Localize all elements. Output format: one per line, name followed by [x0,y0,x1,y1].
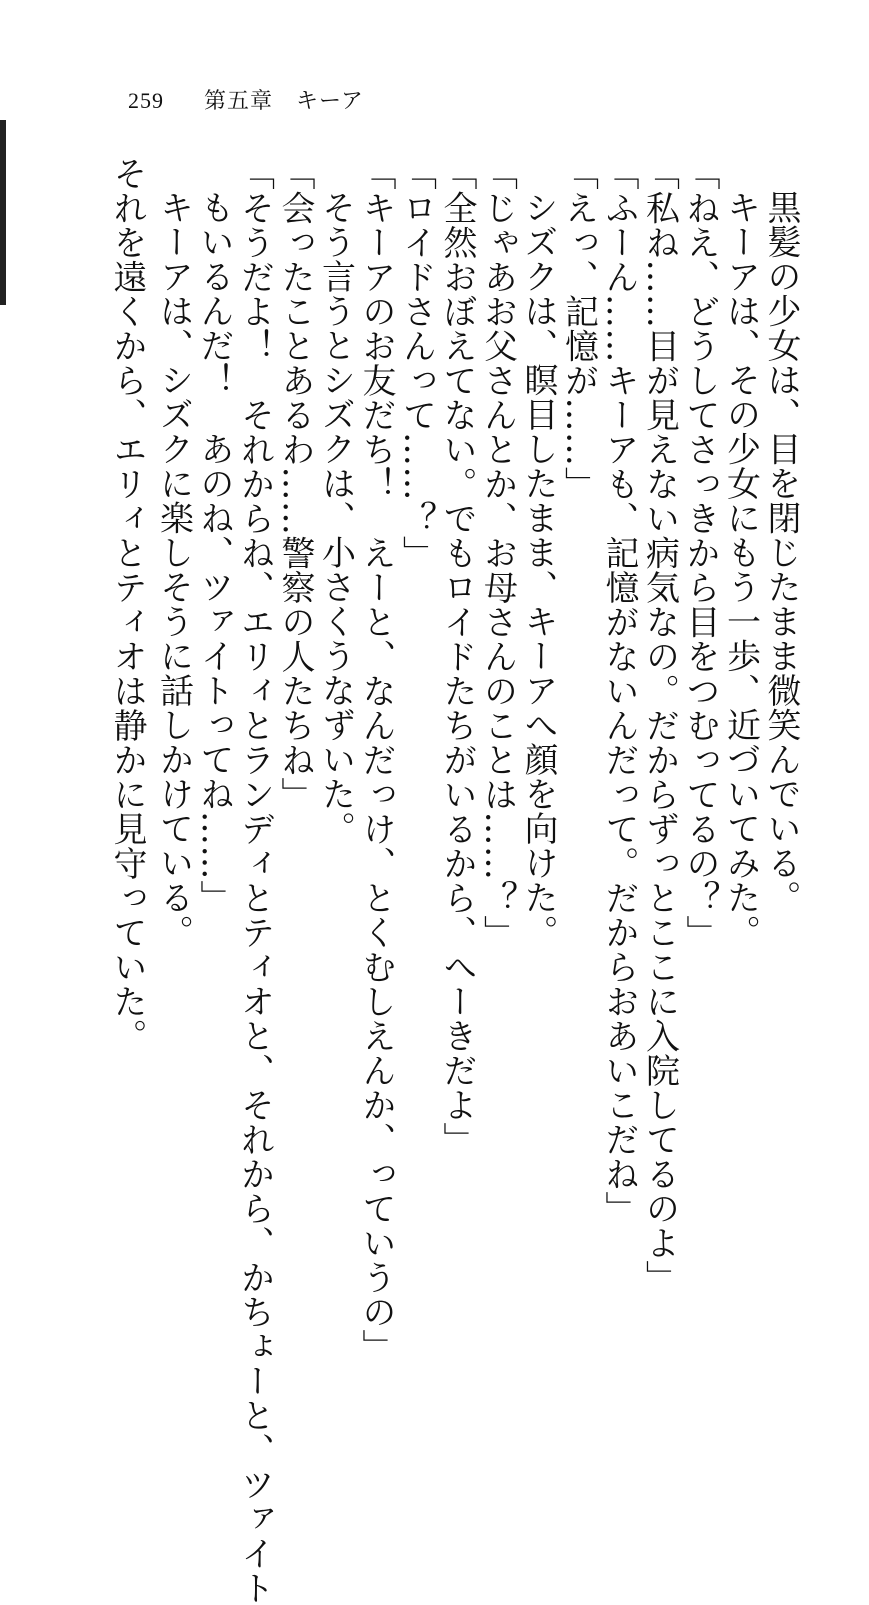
novel-text-body [107,156,802,1605]
text-line: そう言うとシズクは、小さくうなずいた。 [315,190,356,846]
text-line: 黒髪の少女は、目を閉じたまま微笑んでいる。 [761,190,801,915]
text-line: 「会ったことあるわ……警察の人たちね」 [275,156,315,812]
text-line: キーアは、その少女にもう一歩、近づいてみた。 [720,190,761,949]
text-line: もいるんだ！ あのね、ツァイトってね……」 [194,190,234,915]
text-line: 「キーアのお友だち！ えーと、なんだっけ、とくむしえんか、っていうの」 [356,156,396,1364]
page-edge-shadow [0,120,6,305]
text-line: 「ふーん……キーアも、記憶がないんだって。だからおあいこだね」 [599,156,639,1226]
text-line: 「ロイドさんって……？」 [396,156,437,570]
text-line: 「私ね……目が見えない病気なの。だからずっとここに入院してるのよ」 [639,156,680,1295]
text-line: それを遠くから、エリィとティオは静かに見守っていた。 [107,156,147,1053]
text-line: 「全然おぼえてない。でもロイドたちがいるから、へーきだよ」 [437,156,477,1157]
text-line: キーアは、シズクに楽しそうに話しかけている。 [153,190,194,949]
page-number: 259 [128,88,164,113]
text-line: 「ねえ、どうしてさっきから目をつむってるの？」 [680,156,720,950]
text-line: 「じゃあお父さんとか、お母さんのことは……？」 [477,156,518,950]
text-line: 「そうだよ！ それからね、エリィとランディとティオと、それから、かちょーと、ツァイト [234,156,275,1605]
running-header [128,84,364,115]
text-line: 「えっ、記憶が……」 [558,156,599,501]
chapter-title: 第五章 キーア [204,89,364,114]
text-line: シズクは、瞑目したまま、キーアへ顔を向けた。 [518,190,558,949]
